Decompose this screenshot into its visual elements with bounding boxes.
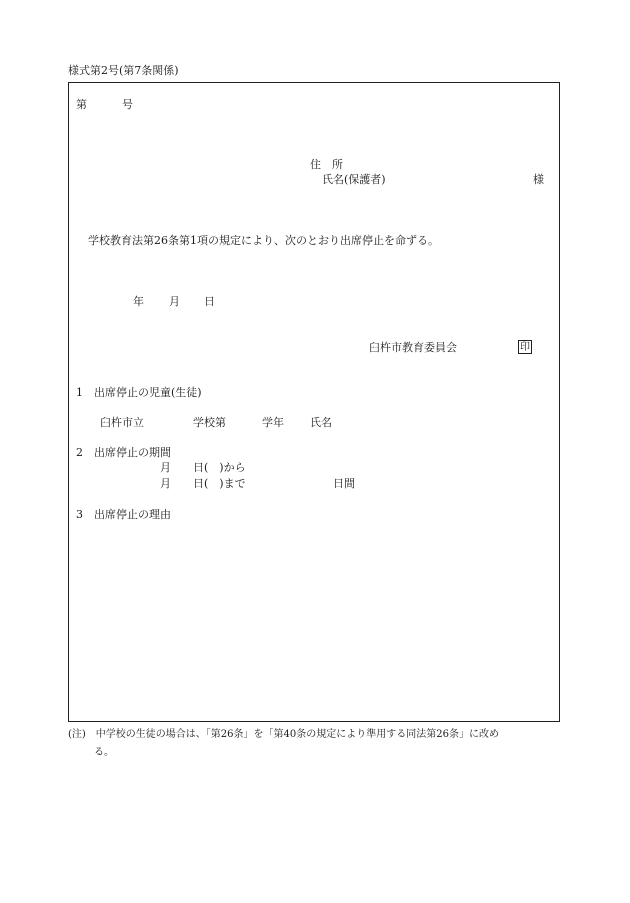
issuer-name: 臼杵市教育委員会 [369,341,457,354]
guardian-name-label: 氏名(保護者) [322,173,386,186]
item1-grade: 学年 [262,416,284,429]
form-number: 様式第2号(第7条関係) [68,64,179,77]
date-year: 年 [133,295,144,308]
period-from-day: 日( )から [193,461,246,474]
note-line-1: (注) 中学校の生徒の場合は、「第26条」を「第40条の規定により準用する同法第26条」に改め [68,729,499,740]
date-day: 日 [204,295,215,308]
doc-number-label-suffix: 号 [122,98,133,111]
order-body-text: 学校教育法第26条第1項の規定により、次のとおり出席停止を命ずる。 [88,234,439,247]
period-from-month: 月 [160,461,171,474]
period-days: 日間 [333,477,355,490]
item1-title: 1 出席停止の児童(生徒) [76,386,202,399]
form-frame [68,82,560,722]
item1-student-name: 氏名 [310,416,332,429]
item3-title: 3 出席停止の理由 [76,508,171,521]
honorific-sama: 様 [533,173,544,186]
doc-number-label-prefix: 第 [76,98,87,111]
date-month: 月 [169,295,180,308]
seal-stamp: 印 [520,342,530,353]
item1-school: 学校第 [193,416,226,429]
item2-title: 2 出席停止の期間 [76,446,171,459]
note-line-2: る。 [94,747,114,758]
item1-city: 臼杵市立 [100,416,144,429]
period-to-day: 日( )まで [193,477,246,490]
address-label: 住 所 [310,158,343,171]
period-to-month: 月 [160,477,171,490]
